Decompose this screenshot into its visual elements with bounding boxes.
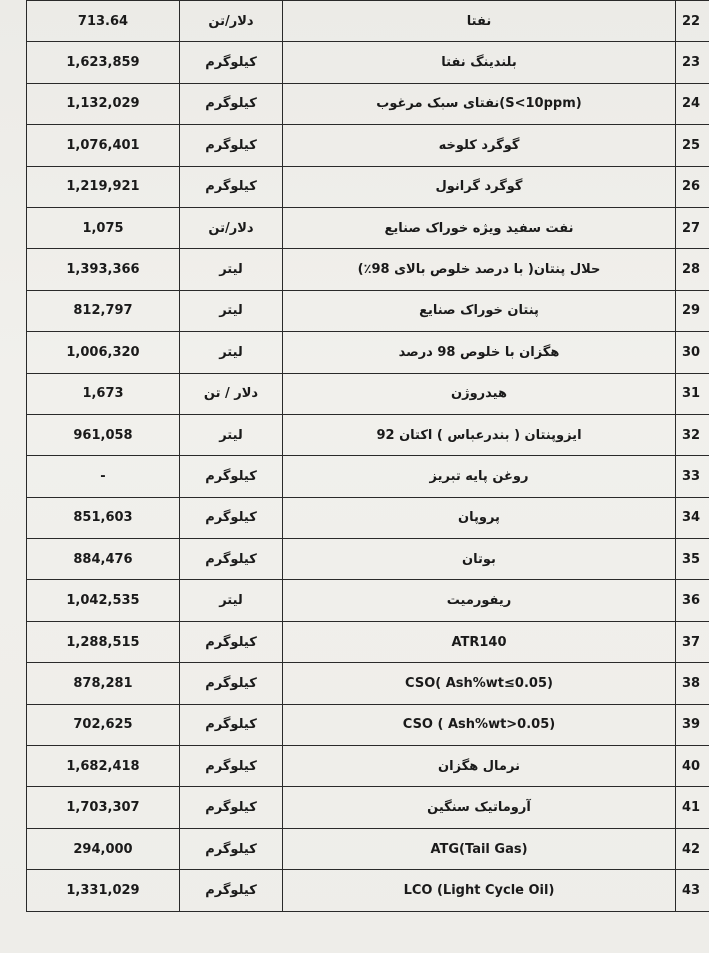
product-name-cell: ایزوپنتان ( بندرعباس ) اکتان 92 (283, 414, 676, 455)
unit-cell: کیلوگرم (180, 787, 283, 828)
product-name-cell: پروپان (283, 497, 676, 538)
table-row (27, 125, 709, 166)
product-name-cell: نرمال هگزان (283, 746, 676, 787)
row-number-cell: 28 (676, 249, 709, 290)
price-cell: 1,673 (27, 373, 180, 414)
price-cell: 1,042,535 (27, 580, 180, 621)
price-cell: 1,331,029 (27, 870, 180, 911)
price-cell: 294,000 (27, 828, 180, 869)
product-name-cell: آروماتیک سنگین (283, 787, 676, 828)
product-name-cell: (Ash%wt>0.05 ) CSO (283, 704, 676, 745)
unit-cell: کیلوگرم (180, 497, 283, 538)
unit-cell: کیلوگرم (180, 166, 283, 207)
row-number-cell: 30 (676, 332, 709, 373)
price-cell: 851,603 (27, 497, 180, 538)
table-row (27, 373, 709, 414)
price-cell: 1,703,307 (27, 787, 180, 828)
table-row (27, 497, 709, 538)
table-row (27, 207, 709, 248)
price-cell: 713.64 (27, 1, 180, 42)
row-number-cell: 32 (676, 414, 709, 455)
table-row (27, 828, 709, 869)
row-number-cell: 23 (676, 42, 709, 83)
price-cell: 812,797 (27, 290, 180, 331)
table-row (27, 166, 709, 207)
unit-cell: لیتر (180, 580, 283, 621)
unit-cell: لیتر (180, 290, 283, 331)
product-name-cell: بلندینگ نفتا (283, 42, 676, 83)
table-row (27, 746, 709, 787)
product-name-cell: هگزان با خلوص 98 درصد (283, 332, 676, 373)
table-row (27, 539, 709, 580)
row-number-cell: 39 (676, 704, 709, 745)
product-name-cell: ریفورمیت (283, 580, 676, 621)
product-name-cell: بوتان (283, 539, 676, 580)
table-row (27, 414, 709, 455)
table-row (27, 332, 709, 373)
row-number-cell: 33 (676, 456, 709, 497)
table-row (27, 42, 709, 83)
unit-cell: دلار/تن (180, 1, 283, 42)
price-cell: 878,281 (27, 663, 180, 704)
row-number-cell: 38 (676, 663, 709, 704)
price-cell: 1,219,921 (27, 166, 180, 207)
unit-cell: کیلوگرم (180, 746, 283, 787)
unit-cell: کیلوگرم (180, 621, 283, 662)
row-number-cell: 22 (676, 1, 709, 42)
price-cell: 1,132,029 (27, 83, 180, 124)
table-row (27, 787, 709, 828)
table-row (27, 83, 709, 124)
row-number-cell: 43 (676, 870, 709, 911)
price-cell: 702,625 (27, 704, 180, 745)
product-name-cell: روغن پایه تبریز (283, 456, 676, 497)
row-number-cell: 40 (676, 746, 709, 787)
unit-cell: کیلوگرم (180, 539, 283, 580)
product-name-cell: ATG(Tail Gas) (283, 828, 676, 869)
unit-cell: کیلوگرم (180, 456, 283, 497)
table-body (27, 1, 709, 912)
row-number-cell: 25 (676, 125, 709, 166)
unit-cell: کیلوگرم (180, 704, 283, 745)
product-name-cell: پنتان خوراک صنایع (283, 290, 676, 331)
unit-cell: کیلوگرم (180, 870, 283, 911)
table-row (27, 663, 709, 704)
row-number-cell: 41 (676, 787, 709, 828)
unit-cell: دلار/تن (180, 207, 283, 248)
row-number-cell: 37 (676, 621, 709, 662)
unit-cell: لیتر (180, 414, 283, 455)
product-name-cell: نفتا (283, 1, 676, 42)
table-row (27, 704, 709, 745)
price-cell: 1,393,366 (27, 249, 180, 290)
price-cell: 961,058 (27, 414, 180, 455)
row-number-cell: 29 (676, 290, 709, 331)
product-name-cell: (Ash%wt≤0.05 )CSO (283, 663, 676, 704)
price-cell: 884,476 (27, 539, 180, 580)
product-price-table (26, 0, 709, 912)
unit-cell: لیتر (180, 332, 283, 373)
unit-cell: کیلوگرم (180, 828, 283, 869)
price-cell: 1,076,401 (27, 125, 180, 166)
unit-cell: کیلوگرم (180, 42, 283, 83)
row-number-cell: 35 (676, 539, 709, 580)
product-name-cell: LCO (Light Cycle Oil) (283, 870, 676, 911)
table-row (27, 1, 709, 42)
price-cell: 1,075 (27, 207, 180, 248)
product-name-cell: نفت سفید ویژه خوراک صنایع (283, 207, 676, 248)
price-cell: 1,288,515 (27, 621, 180, 662)
price-cell: 1,623,859 (27, 42, 180, 83)
product-name-cell: هیدروژن (283, 373, 676, 414)
product-name-cell: (S<10ppm)نفتای سبک مرغوب (283, 83, 676, 124)
product-name-cell: گوگرد کلوخه (283, 125, 676, 166)
price-cell: 1,006,320 (27, 332, 180, 373)
table-row (27, 870, 709, 911)
row-number-cell: 34 (676, 497, 709, 538)
row-number-cell: 31 (676, 373, 709, 414)
row-number-cell: 24 (676, 83, 709, 124)
row-number-cell: 42 (676, 828, 709, 869)
row-number-cell: 36 (676, 580, 709, 621)
row-number-cell: 26 (676, 166, 709, 207)
unit-cell: دلار / تن (180, 373, 283, 414)
table-row (27, 580, 709, 621)
unit-cell: کیلوگرم (180, 663, 283, 704)
product-name-cell: گوگرد گرانول (283, 166, 676, 207)
table-row (27, 249, 709, 290)
unit-cell: کیلوگرم (180, 125, 283, 166)
table-row (27, 456, 709, 497)
price-cell: - (27, 456, 180, 497)
price-cell: 1,682,418 (27, 746, 180, 787)
table-row (27, 621, 709, 662)
table-row (27, 290, 709, 331)
product-name-cell: حلال پنتان( با درصد خلوص بالای 98٪) (283, 249, 676, 290)
row-number-cell: 27 (676, 207, 709, 248)
unit-cell: کیلوگرم (180, 83, 283, 124)
unit-cell: لیتر (180, 249, 283, 290)
product-name-cell: ATR140 (283, 621, 676, 662)
